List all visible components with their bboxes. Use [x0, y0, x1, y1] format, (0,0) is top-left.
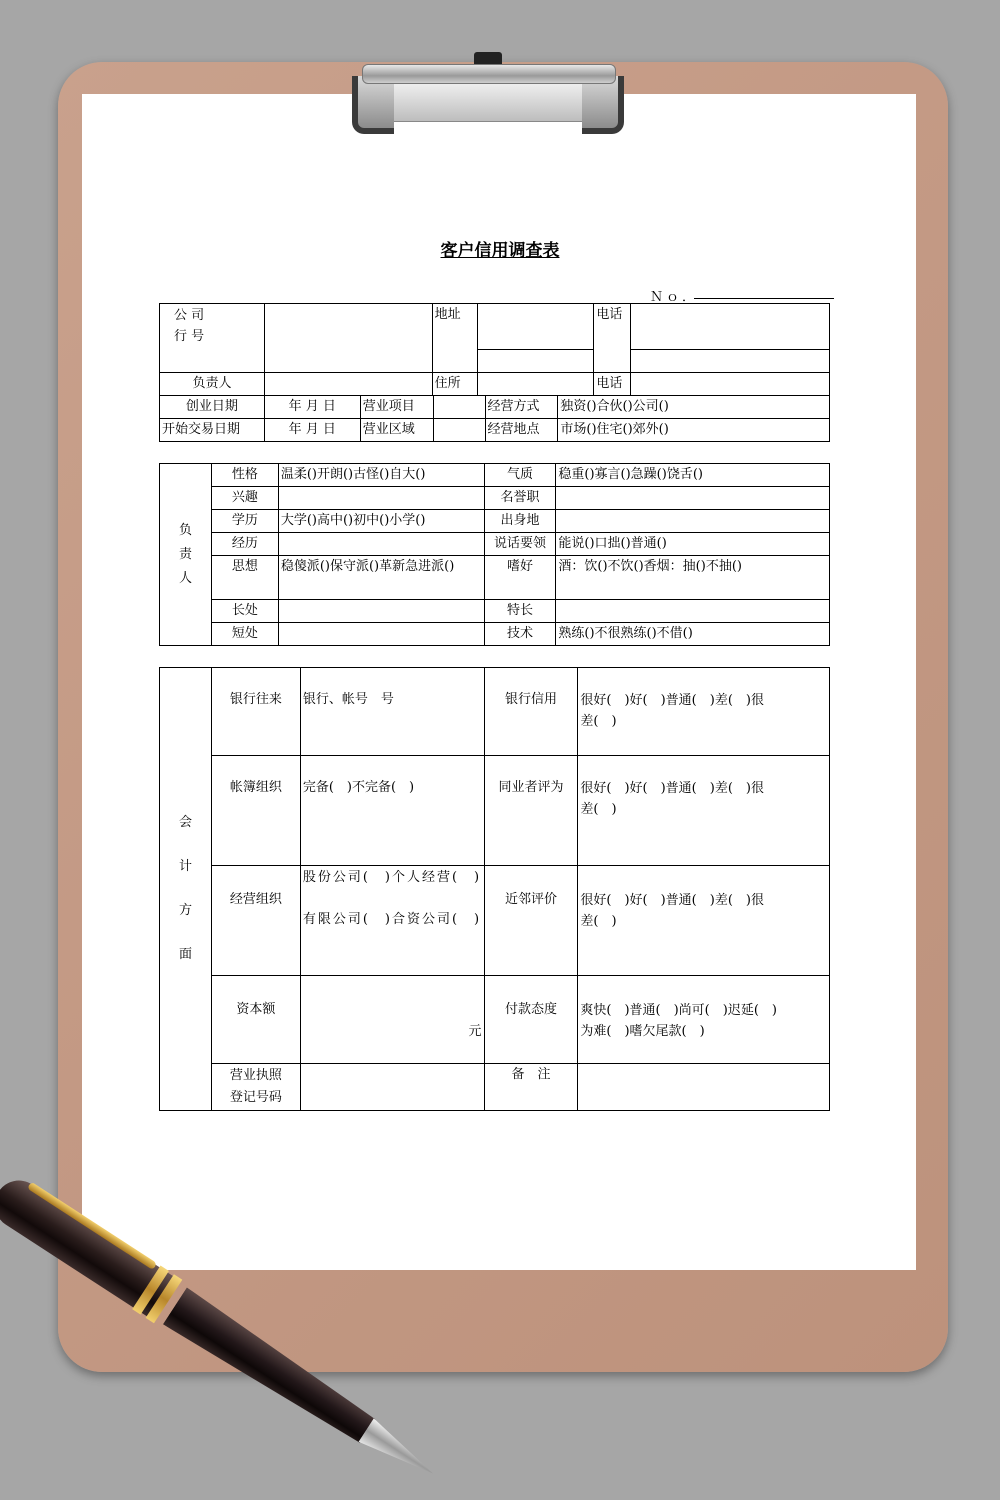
number-field[interactable]	[694, 298, 834, 299]
profile-label: 名誉职	[484, 487, 556, 510]
bank-credit-label: 银行信用	[484, 668, 578, 756]
peer-options[interactable]: 很好( )好( )普通( )差( )很 差( )	[578, 756, 830, 866]
business-area-field[interactable]	[433, 419, 485, 442]
company-dates-table	[159, 395, 830, 442]
profile-value[interactable]	[556, 487, 830, 510]
founded-label: 创业日期	[160, 396, 265, 419]
profile-label: 嗜好	[484, 556, 556, 600]
mgmt-place-options[interactable]: 市场()住宅()郊外()	[558, 419, 830, 442]
principal-label: 负责人	[160, 373, 265, 396]
accounting-side-label: 会 计 方 面	[160, 668, 212, 1111]
business-item-field[interactable]	[433, 396, 485, 419]
profile-value[interactable]: 酒：饮()不饮()香烟：抽()不抽()	[556, 556, 830, 600]
profile-value[interactable]	[278, 623, 484, 646]
profile-value[interactable]	[278, 487, 484, 510]
neighbor-options[interactable]: 很好( )好( )普通( )差( )很 差( )	[578, 866, 830, 976]
company-label: 公 司 行 号	[160, 304, 265, 373]
profile-value[interactable]: 稳傻派()保守派()革新急进派()	[278, 556, 484, 600]
company-field[interactable]	[264, 304, 432, 373]
profile-value[interactable]	[556, 600, 830, 623]
principal-side-label: 负 责 人	[160, 464, 212, 646]
profile-label: 技术	[484, 623, 556, 646]
profile-value[interactable]: 熟练()不很熟练()不借()	[556, 623, 830, 646]
profile-value[interactable]	[556, 510, 830, 533]
profile-value[interactable]: 温柔()开朗()古怪()自大()	[278, 464, 484, 487]
org-option-1[interactable]: 股份公司( )个人经营( )	[302, 870, 482, 885]
residence-label: 住所	[432, 373, 477, 396]
profile-value[interactable]: 稳重()寡言()急躁()饶舌()	[556, 464, 830, 487]
profile-label: 思想	[211, 556, 278, 600]
payment-options[interactable]: 爽快( )普通( )尚可( )迟延( ) 为难( )嗜欠尾款( )	[578, 976, 830, 1064]
peer-label: 同业者评为	[484, 756, 578, 866]
mgmt-mode-label: 经营方式	[485, 396, 558, 419]
number-label: Ｎｏ．	[650, 290, 699, 305]
profile-value[interactable]	[278, 600, 484, 623]
profile-label: 学历	[211, 510, 278, 533]
remarks-label: 备 注	[484, 1064, 578, 1111]
profile-label: 性格	[211, 464, 278, 487]
capital-field[interactable]	[300, 976, 484, 1064]
phone2-label: 电话	[594, 373, 631, 396]
capital-unit: 元	[468, 1024, 482, 1039]
mgmt-place-label: 经营地点	[485, 419, 558, 442]
accounting-table	[159, 667, 830, 1111]
license-field[interactable]	[300, 1064, 484, 1111]
profile-label: 出身地	[484, 510, 556, 533]
principal-field[interactable]	[264, 373, 432, 396]
clip-icon	[352, 58, 624, 132]
company-info-table	[159, 303, 830, 396]
profile-label: 经历	[211, 533, 278, 556]
principal-profile-table	[159, 463, 830, 646]
neighbor-label: 近邻评价	[484, 866, 578, 976]
phone-field[interactable]	[631, 304, 830, 350]
mgmt-mode-options[interactable]: 独资()合伙()公司()	[558, 396, 830, 419]
bank-field[interactable]: 银行、帐号 号	[300, 668, 484, 756]
org-options[interactable]	[300, 866, 484, 976]
profile-label: 说话要领	[484, 533, 556, 556]
bank-label: 银行往来	[211, 668, 300, 756]
address-field[interactable]	[477, 304, 594, 350]
founded-date-field[interactable]: 年 月 日	[264, 396, 360, 419]
profile-value[interactable]: 大学()高中()初中()小学()	[278, 510, 484, 533]
address-label: 地址	[432, 304, 477, 373]
business-area-label: 营业区域	[360, 419, 433, 442]
bank-credit-options[interactable]: 很好( )好( )普通( )差( )很 差( )	[578, 668, 830, 756]
address-field-2[interactable]	[477, 350, 594, 373]
phone-field-2[interactable]	[631, 350, 830, 373]
document-title: 客户信用调查表	[440, 241, 560, 261]
profile-value[interactable]	[278, 533, 484, 556]
start-trade-date-field[interactable]: 年 月 日	[264, 419, 360, 442]
profile-label: 长处	[211, 600, 278, 623]
profile-value[interactable]: 能说()口拙()普通()	[556, 533, 830, 556]
org-option-2[interactable]: 有限公司( )合资公司( )	[302, 912, 482, 927]
license-label: 营业执照 登记号码	[211, 1064, 300, 1111]
books-label: 帐簿组织	[211, 756, 300, 866]
residence-field[interactable]	[477, 373, 594, 396]
capital-label: 资本额	[211, 976, 300, 1064]
phone2-field[interactable]	[631, 373, 830, 396]
profile-label: 特长	[484, 600, 556, 623]
remarks-field[interactable]	[578, 1064, 830, 1111]
profile-label: 短处	[211, 623, 278, 646]
start-trade-label: 开始交易日期	[160, 419, 265, 442]
profile-label: 兴趣	[211, 487, 278, 510]
org-label: 经营组织	[211, 866, 300, 976]
phone-label: 电话	[594, 304, 631, 373]
payment-label: 付款态度	[484, 976, 578, 1064]
books-options[interactable]: 完备( )不完备( )	[300, 756, 484, 866]
profile-label: 气质	[484, 464, 556, 487]
business-item-label: 营业项目	[360, 396, 433, 419]
